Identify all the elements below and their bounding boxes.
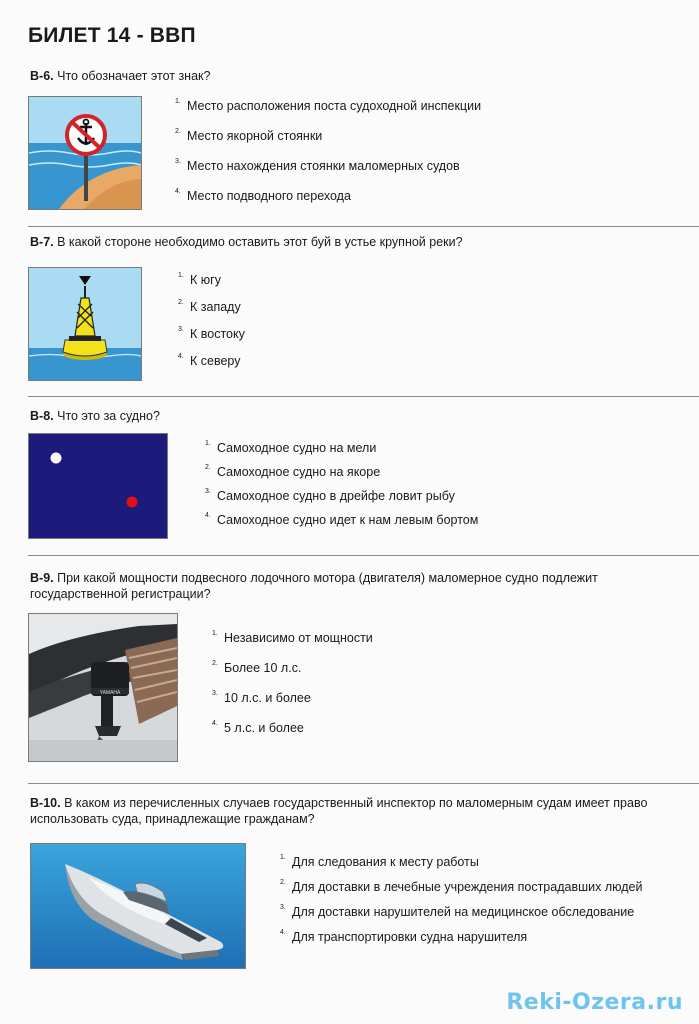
question-9 bbox=[30, 570, 650, 602]
question-text: В какой стороне необходимо оставить этот буй в устье крупной реки? bbox=[57, 235, 463, 249]
outboard-motor-boat-image bbox=[28, 613, 178, 762]
question-6 bbox=[30, 68, 210, 84]
motor-brand-label: YAMAHA bbox=[99, 690, 121, 696]
night-vessel-lights-image bbox=[28, 433, 168, 539]
site-watermark: Reki-Ozera.ru bbox=[506, 990, 683, 1015]
divider bbox=[28, 555, 699, 556]
question-text: В каком из перечисленных случаев государственный инспектор по маломерным судам имеет право bbox=[64, 796, 648, 810]
question-7 bbox=[30, 234, 463, 250]
yellow-buoy-image bbox=[28, 267, 142, 381]
motor-yacht-image bbox=[30, 843, 246, 969]
question-text-continued: государственной регистрации? bbox=[30, 587, 211, 601]
question-text: Что обозначает этот знак? bbox=[57, 69, 211, 83]
no-anchoring-sign-image bbox=[28, 96, 142, 210]
question-text: При какой мощности подвесного лодочного мотора (двигателя) маломерное судно подлежит bbox=[57, 571, 598, 585]
question-number: В-10. bbox=[30, 796, 61, 810]
outboard-motor-icon bbox=[29, 614, 177, 761]
question-number: В-7. bbox=[30, 235, 54, 249]
motor-yacht-icon bbox=[31, 844, 245, 968]
question-text: Что это за судно? bbox=[57, 409, 160, 423]
question-number: В-9. bbox=[30, 571, 54, 585]
question-number: В-8. bbox=[30, 409, 54, 423]
divider bbox=[28, 783, 699, 784]
question-number: В-6. bbox=[30, 69, 54, 83]
divider bbox=[28, 396, 699, 397]
question-10 bbox=[30, 795, 670, 827]
page-title: БИЛЕТ 14 - ВВП bbox=[28, 24, 196, 47]
divider bbox=[28, 226, 699, 227]
red-light-icon bbox=[127, 497, 138, 508]
question-text-continued: использовать суда, принадлежащие гражданам? bbox=[30, 812, 315, 826]
buoy-icon bbox=[29, 268, 141, 380]
white-light-icon bbox=[51, 453, 62, 464]
question-8 bbox=[30, 408, 160, 424]
vessel-lights-icon bbox=[29, 434, 167, 538]
no-anchoring-sign-icon bbox=[29, 97, 141, 209]
